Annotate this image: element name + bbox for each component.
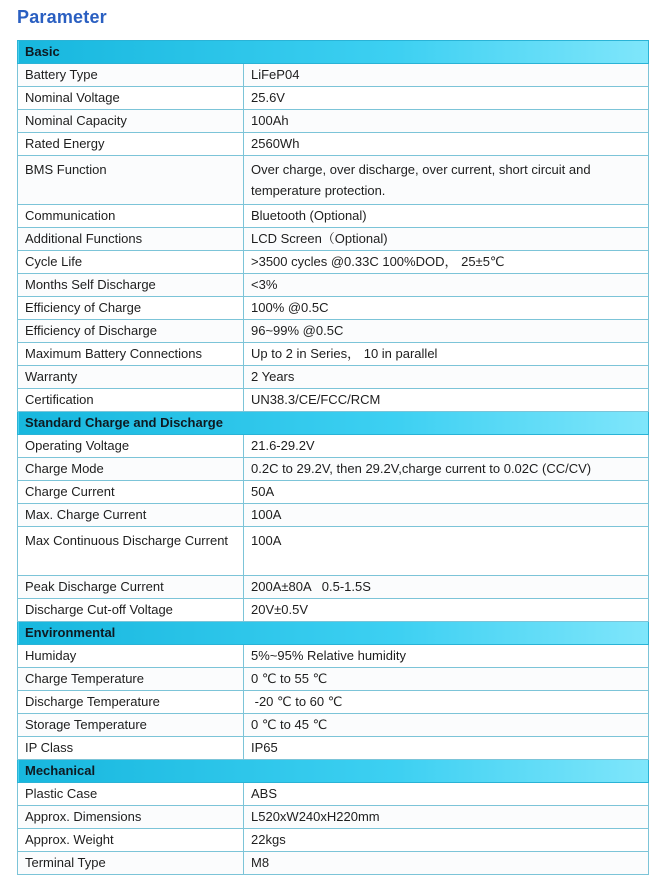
param-value: -20 ℃ to 60 ℃ [244,691,649,714]
table-row [18,274,649,297]
table-row [18,783,649,806]
section-header-mechanical [18,760,649,783]
table-row [18,110,649,133]
param-name: Approx. Dimensions [18,806,244,829]
param-value: 200A±80A 0.5-1.5S [244,576,649,599]
param-name: Peak Discharge Current [18,576,244,599]
page-title: Parameter [17,7,107,27]
param-value: 20V±0.5V [244,599,649,622]
table-row [18,343,649,366]
table-row [18,156,649,205]
param-name: Battery Type [18,64,244,87]
param-name: Plastic Case [18,783,244,806]
table-row [18,852,649,875]
table-row [18,389,649,412]
param-value: Bluetooth (Optional) [244,205,649,228]
param-name: Cycle Life [18,251,244,274]
table-row [18,435,649,458]
param-name: Approx. Weight [18,829,244,852]
table-row [18,87,649,110]
param-name: Max Continuous Discharge Current [18,527,244,576]
table-row [18,806,649,829]
param-value: 2560Wh [244,133,649,156]
param-name: Certification [18,389,244,412]
table-row [18,504,649,527]
param-name: Operating Voltage [18,435,244,458]
table-row [18,251,649,274]
table-row [18,481,649,504]
param-name: Charge Current [18,481,244,504]
table-row [18,297,649,320]
param-name: Rated Energy [18,133,244,156]
section-header-basic [18,41,649,64]
param-name: Charge Temperature [18,668,244,691]
section-header-charge-discharge [18,412,649,435]
table-row [18,576,649,599]
param-value: 25.6V [244,87,649,110]
param-name: Charge Mode [18,458,244,481]
param-value: LiFeP04 [244,64,649,87]
param-value: Over charge, over discharge, over current, short circuit and temperature protection. [244,156,649,205]
param-name: Nominal Capacity [18,110,244,133]
param-name: Discharge Temperature [18,691,244,714]
table-row [18,737,649,760]
param-name: BMS Function [18,156,244,205]
param-name: Months Self Discharge [18,274,244,297]
table-row [18,714,649,737]
param-value: 0.2C to 29.2V, then 29.2V,charge current to 0.02C (CC/CV) [244,458,649,481]
param-value: UN38.3/CE/FCC/RCM [244,389,649,412]
table-row [18,205,649,228]
param-name: IP Class [18,737,244,760]
param-value: >3500 cycles @0.33C 100%DOD， 25±5℃ [244,251,649,274]
table-row [18,691,649,714]
table-row [18,366,649,389]
param-value: 5%~95% Relative humidity [244,645,649,668]
param-value: <3% [244,274,649,297]
param-value: IP65 [244,737,649,760]
param-value: L520xW240xH220mm [244,806,649,829]
section-title: Standard Charge and Discharge [18,412,649,435]
param-value: 2 Years [244,366,649,389]
table-row [18,64,649,87]
section-title: Basic [18,41,649,64]
param-value: 50A [244,481,649,504]
table-row [18,599,649,622]
table-row [18,320,649,343]
param-name: Efficiency of Discharge [18,320,244,343]
param-name: Terminal Type [18,852,244,875]
section-header-environmental [18,622,649,645]
param-value: 100A [244,504,649,527]
table-row [18,668,649,691]
param-value: 21.6-29.2V [244,435,649,458]
param-name: Nominal Voltage [18,87,244,110]
param-name: Discharge Cut-off Voltage [18,599,244,622]
table-row [18,458,649,481]
param-value: 100Ah [244,110,649,133]
param-value: 0 ℃ to 45 ℃ [244,714,649,737]
param-name: Warranty [18,366,244,389]
param-value: ABS [244,783,649,806]
table-row [18,228,649,251]
param-name: Max. Charge Current [18,504,244,527]
param-value: 100A [244,527,649,576]
param-value: Up to 2 in Series， 10 in parallel [244,343,649,366]
param-value: LCD Screen（Optional) [244,228,649,251]
param-value: 100% @0.5C [244,297,649,320]
table-row [18,829,649,852]
param-value: 96~99% @0.5C [244,320,649,343]
param-name: Maximum Battery Connections [18,343,244,366]
param-name: Communication [18,205,244,228]
section-title: Mechanical [18,760,649,783]
param-name: Humiday [18,645,244,668]
param-value: 0 ℃ to 55 ℃ [244,668,649,691]
section-title: Environmental [18,622,649,645]
param-value: M8 [244,852,649,875]
param-name: Efficiency of Charge [18,297,244,320]
table-row [18,133,649,156]
parameter-table [17,40,649,875]
table-row [18,645,649,668]
param-value: 22kgs [244,829,649,852]
param-name: Additional Functions [18,228,244,251]
table-row [18,527,649,576]
param-name: Storage Temperature [18,714,244,737]
